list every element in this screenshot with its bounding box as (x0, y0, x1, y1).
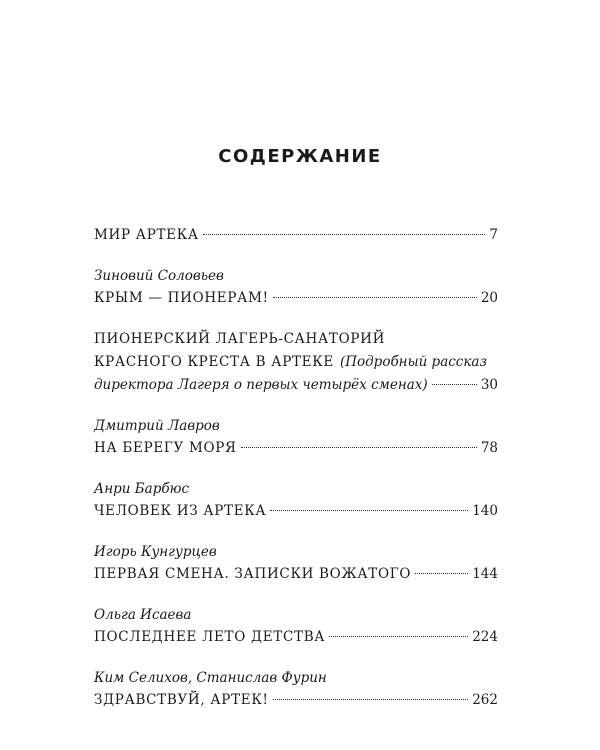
page-title: СОДЕРЖАНИЕ (218, 146, 382, 167)
toc-entry-page: 78 (480, 440, 498, 456)
toc-entry (94, 330, 498, 395)
toc-entry-page: 262 (472, 692, 498, 708)
toc-entry-author: Ольга Исаева (94, 607, 192, 623)
toc-entry-author: Зиновий Соловьев (94, 268, 224, 284)
dot-leader (270, 510, 468, 511)
toc-entry-title: ЧЕЛОВЕК ИЗ АРТЕКА (94, 503, 267, 519)
dot-leader (241, 447, 477, 448)
toc-entry-note: (Подробный рассказ (339, 354, 487, 370)
toc-entry-page: 144 (472, 566, 498, 582)
table-of-contents (94, 226, 498, 732)
toc-entry-page: 20 (480, 290, 498, 306)
toc-entry-author: Игорь Кунгурцев (94, 544, 217, 560)
toc-entry-line (94, 330, 498, 349)
dot-leader (203, 234, 486, 235)
toc-entry-title: ПИОНЕРСКИЙ ЛАГЕРЬ-САНАТОРИЙ (94, 331, 386, 347)
toc-entry-line (94, 691, 498, 710)
toc-entry-author: Ким Селихов, Станислав Фурин (94, 670, 327, 686)
dot-leader (329, 636, 468, 637)
toc-entry (94, 417, 498, 458)
toc-entry-title: НА БЕРЕГУ МОРЯ (94, 440, 237, 456)
dot-leader (273, 699, 469, 700)
toc-entry-line (94, 439, 498, 458)
toc-entry (94, 480, 498, 521)
dot-leader (432, 384, 477, 385)
toc-entry (94, 267, 498, 308)
toc-entry-title: ЗДРАВСТВУЙ, АРТЕК! (94, 692, 269, 708)
toc-entry (94, 669, 498, 710)
toc-entry-author: Анри Барбюс (94, 481, 190, 497)
toc-entry-line (94, 353, 498, 372)
toc-entry (94, 543, 498, 584)
toc-entry-line (94, 628, 498, 647)
toc-entry-page: 7 (489, 227, 498, 243)
toc-entry-title: ПОСЛЕДНЕЕ ЛЕТО ДЕТСТВА (94, 629, 326, 645)
toc-entry-title: КРЫМ — ПИОНЕРАМ! (94, 290, 269, 306)
toc-entry-title: МИР АРТЕКА (94, 227, 199, 243)
toc-entry (94, 226, 498, 245)
toc-entry-note: директора Лагеря о первых четырёх сменах) (94, 377, 428, 393)
dot-leader (273, 297, 477, 298)
dot-leader (415, 573, 468, 574)
toc-entry-title: ПЕРВАЯ СМЕНА. ЗАПИСКИ ВОЖАТОГО (94, 566, 412, 582)
toc-entry-line (94, 376, 498, 395)
toc-entry-title: КРАСНОГО КРЕСТА В АРТЕКЕ (94, 354, 334, 370)
toc-entry-page: 140 (472, 503, 498, 519)
toc-entry-line (94, 502, 498, 521)
toc-entry-line (94, 226, 498, 245)
toc-entry (94, 606, 498, 647)
toc-entry-author: Дмитрий Лавров (94, 418, 220, 434)
toc-entry-page: 30 (480, 377, 498, 393)
toc-entry-page: 224 (472, 629, 498, 645)
toc-entry-line (94, 565, 498, 584)
toc-entry-line (94, 289, 498, 308)
